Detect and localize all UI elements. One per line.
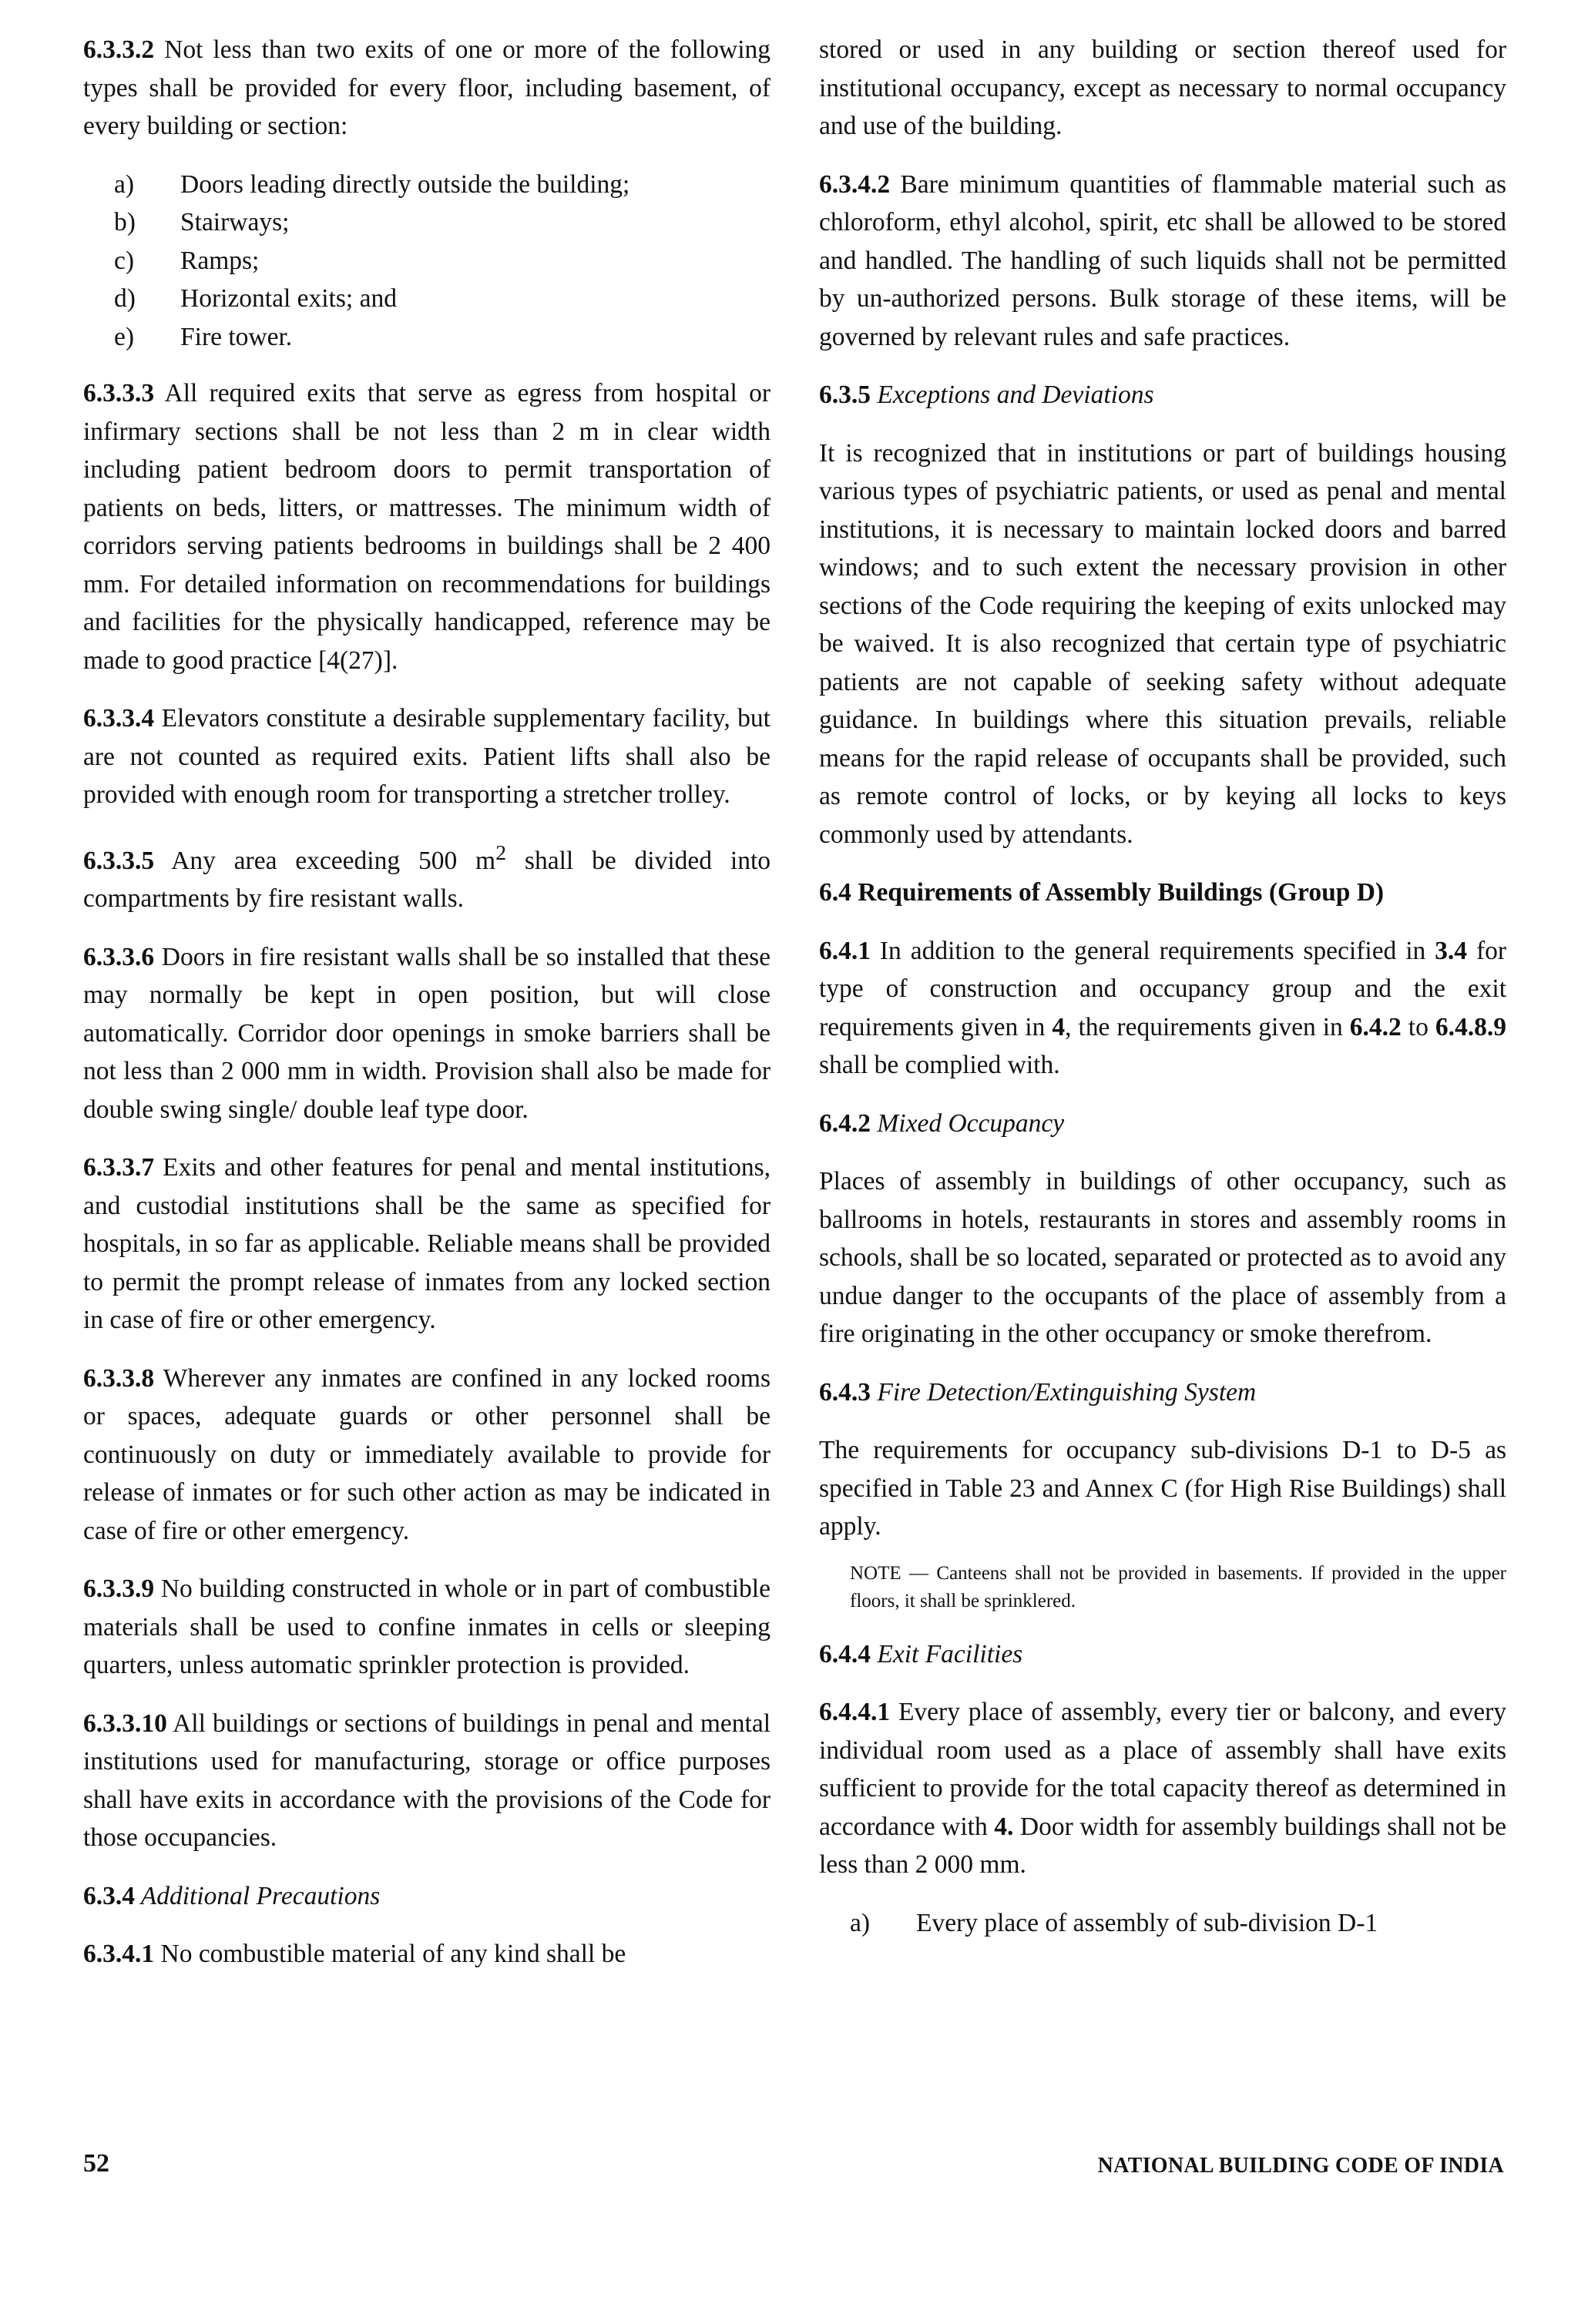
section-title: Additional Precautions — [135, 1881, 381, 1910]
running-footer-title: NATIONAL BUILDING CODE OF INDIA — [1097, 2154, 1504, 2178]
clause-text: All required exits that serve as egress from hospital or infirmary sections shall be not less than 2 m in clear width including patient bedroom doors to permit transportation of patients on beds, litters, or mattresses. The minimum width of corridors serving patients bedrooms in buildings shall be 2 400 mm. For detailed information on recommendations for buildings and facilities for the physically handicapped, reference may be made to good practice [4(27)]. — [83, 379, 771, 675]
list-text: Doors leading directly outside the building; — [180, 169, 630, 199]
clause-6-3-3-10 — [83, 1705, 771, 1857]
clause-number: 6.4.1 — [819, 936, 871, 965]
section-heading-6-4-2 — [819, 1105, 1506, 1143]
section-heading-6-4-3 — [819, 1373, 1506, 1412]
clause-text: shall be complied with. — [819, 1051, 1060, 1079]
clause-text: In addition to the general requirements specified in — [871, 936, 1435, 965]
list-item — [114, 166, 771, 204]
clause-reference: 4 — [1052, 1012, 1066, 1041]
clause-number: 6.3.3.4 — [83, 704, 155, 733]
clause-text: The requirements for occupancy sub-divisions D-1 to D-5 as specified in Table 23 and Annex C (for High Rise Buildings) shall apply. — [819, 1436, 1506, 1541]
clause-number: 6.3.3.6 — [83, 942, 155, 971]
list-text: Every place of assembly of sub-division D-1 — [916, 1908, 1378, 1937]
clause-number: 6.3.3.10 — [83, 1709, 167, 1738]
section-title: Fire Detection/Extinguishing System — [871, 1377, 1257, 1407]
exit-types-list — [83, 166, 771, 357]
section-heading-6-3-5 — [819, 376, 1506, 414]
right-column — [819, 31, 1506, 1960]
mixed-occupancy-paragraph — [819, 1162, 1506, 1353]
clause-text: Places of assembly in buildings of other occupancy, such as ballrooms in hotels, restaurants in stores and assembly rooms in schools, shall be so located, separated or protected as to avoid any undue danger to the occupants of the place of assembly from a fire originating in the other occupancy or smoke therefrom. — [819, 1167, 1506, 1348]
list-text: Ramps; — [180, 246, 260, 275]
note: NOTE — Canteens shall not be provided in basements. If provided in the upper floors, it shall be sprinklered. — [850, 1562, 1506, 1611]
section-title: Exit Facilities — [871, 1639, 1023, 1668]
clause-number: 6.3.3.9 — [83, 1574, 155, 1604]
clause-6-3-3-7 — [83, 1149, 771, 1340]
clause-reference: 6.4.2 — [1349, 1012, 1402, 1041]
clause-number: 6.3.3.7 — [83, 1153, 155, 1182]
list-label: a) — [114, 169, 135, 199]
clause-number: 6.3.3.3 — [83, 379, 155, 407]
clause-text: stored or used in any building or section thereof used for institutional occupancy, except as necessary to normal occupancy and use of the building. — [819, 35, 1506, 140]
clause-text: All buildings or sections of buildings in penal and mental institutions used for manufacturing, storage or office purposes shall have exits in accordance with the provisions of the Code for those occupancies. — [83, 1709, 771, 1853]
list-item — [114, 203, 771, 242]
clause-6-3-3-5 — [83, 834, 771, 918]
section-number: 6.3.5 — [819, 381, 871, 409]
clause-text: It is recognized that in institutions or part of buildings housing various types of psychiatric patients, or used as penal and mental institutions, it is necessary to maintain locked doors and barred windows; and to such extent the necessary provision in other sections of the Code requiring the keeping of exits unlocked may be waived. It is also recognized that certain type of psychiatric patients are not capable of seeking safety without adequate guidance. In buildings where this situation prevails, reliable means for the rapid release of occupants shall be provided, such as remote control of locks, or by keying all locks to keys commonly used by attendants. — [819, 438, 1506, 849]
section-number: 6.3.4 — [83, 1881, 135, 1910]
clause-6-3-4-1-continued — [819, 31, 1506, 146]
clause-text: Wherever any inmates are confined in any locked rooms or spaces, adequate guards or other personnel shall be continuously on duty or immediately available to provide for release of inmates or for such other action as may be indicated in case of fire or other emergency. — [83, 1363, 771, 1545]
clause-6-3-3-2 — [83, 31, 771, 146]
clause-text: Exits and other features for penal and mental institutions, and custodial institutions shall be the same as specified for hospitals, in so far as applicable. Reliable means shall be provided to permit the prompt release of inmates from any locked section in case of fire or other emergency. — [83, 1153, 771, 1335]
clause-text: Any area exceeding 500 m — [154, 846, 496, 875]
clause-number: 6.3.4.2 — [819, 169, 891, 199]
clause-6-3-3-9 — [83, 1570, 771, 1685]
clause-number: 6.3.3.8 — [83, 1363, 155, 1393]
clause-6-4-4-1 — [819, 1693, 1506, 1884]
list-text: Stairways; — [180, 208, 290, 236]
clause-number: 6.3.4.1 — [83, 1940, 155, 1969]
section-number: 6.4 — [819, 878, 851, 907]
section-number: 6.4.2 — [819, 1108, 871, 1138]
list-label: a) — [850, 1908, 871, 1937]
section-title: Mixed Occupancy — [871, 1108, 1065, 1138]
section-title: Exceptions and Deviations — [871, 381, 1154, 409]
clause-text: shall be divided into compartments by fire resistant walls. — [83, 846, 771, 914]
list-label: c) — [114, 246, 135, 275]
left-column — [83, 31, 771, 1994]
clause-text: No combustible material of any kind shall be — [154, 1940, 626, 1969]
superscript: 2 — [495, 840, 507, 865]
clause-text: , the requirements given in — [1065, 1012, 1350, 1041]
clause-6-3-3-4 — [83, 699, 771, 814]
clause-reference: 6.4.8.9 — [1435, 1012, 1506, 1041]
clause-reference: 3.4 — [1435, 936, 1468, 965]
clause-6-3-4-1 — [83, 1935, 771, 1974]
clause-text: No building constructed in whole or in part of combustible materials shall be used to confine inmates in cells or sleeping quarters, unless automatic sprinkler protection is provided. — [83, 1574, 771, 1680]
section-number: 6.4.4 — [819, 1639, 871, 1668]
clause-text: to — [1401, 1012, 1435, 1041]
section-heading-6-3-4 — [83, 1877, 771, 1916]
assembly-list — [819, 1904, 1506, 1943]
page-number: 52 — [83, 2149, 109, 2178]
section-title: Requirements of Assembly Buildings (Group D) — [851, 878, 1385, 907]
clause-text: Elevators constitute a desirable supplementary facility, but are not counted as required exits. Patient lifts shall also be provided with enough room for transporting a stretcher trolley. — [83, 704, 771, 809]
clause-number: 6.3.3.2 — [83, 35, 155, 64]
clause-number: 6.3.3.5 — [83, 846, 155, 875]
clause-6-3-3-8 — [83, 1360, 771, 1551]
list-item — [114, 242, 771, 280]
clause-text: Doors in fire resistant walls shall be so installed that these may normally be kept in open position, but will close automatically. Corridor door openings in smoke barriers shall be not less than 2 000 mm in width. Provision shall also be made for double swing single/ double leaf type door. — [83, 942, 771, 1124]
section-heading-6-4 — [819, 874, 1506, 912]
clause-text: Bare minimum quantities of flammable material such as chloroform, ethyl alcohol, spirit, etc shall be allowed to be stored and handled. The handling of such liquids shall not be permitted by un-authorized persons. Bulk storage of these items, will be governed by relevant rules and safe practices. — [819, 169, 1506, 351]
clause-text: Every place of assembly, every tier or balcony, and every individual room used as a place of assembly shall have exits sufficient to provide for the total capacity thereof as determined in accordance with — [819, 1698, 1506, 1841]
list-label: e) — [114, 322, 135, 351]
list-text: Horizontal exits; and — [180, 284, 397, 313]
clause-6-3-3-6 — [83, 938, 771, 1129]
clause-6-3-3-3 — [83, 374, 771, 679]
list-text: Fire tower. — [180, 322, 293, 351]
list-item — [114, 318, 771, 357]
exceptions-paragraph — [819, 434, 1506, 854]
clause-text: for type of construction and occupancy group and the exit requirements given in — [819, 936, 1507, 1041]
clause-reference: 4. — [994, 1812, 1014, 1841]
clause-6-3-4-2 — [819, 166, 1506, 357]
clause-6-4-1 — [819, 932, 1506, 1085]
clause-text: Not less than two exits of one or more of the following types shall be provided for every floor, including basement, of every building or section: — [83, 35, 771, 140]
clause-number: 6.4.4.1 — [819, 1698, 891, 1726]
list-item — [114, 280, 771, 318]
list-item — [850, 1904, 1506, 1943]
clause-text: Door width for assembly buildings shall not be less than 2 000 mm. — [819, 1812, 1506, 1879]
list-label: d) — [114, 284, 136, 313]
section-number: 6.4.3 — [819, 1377, 871, 1407]
section-heading-6-4-4 — [819, 1635, 1506, 1674]
list-label: b) — [114, 208, 136, 236]
fire-detection-paragraph — [819, 1431, 1506, 1546]
